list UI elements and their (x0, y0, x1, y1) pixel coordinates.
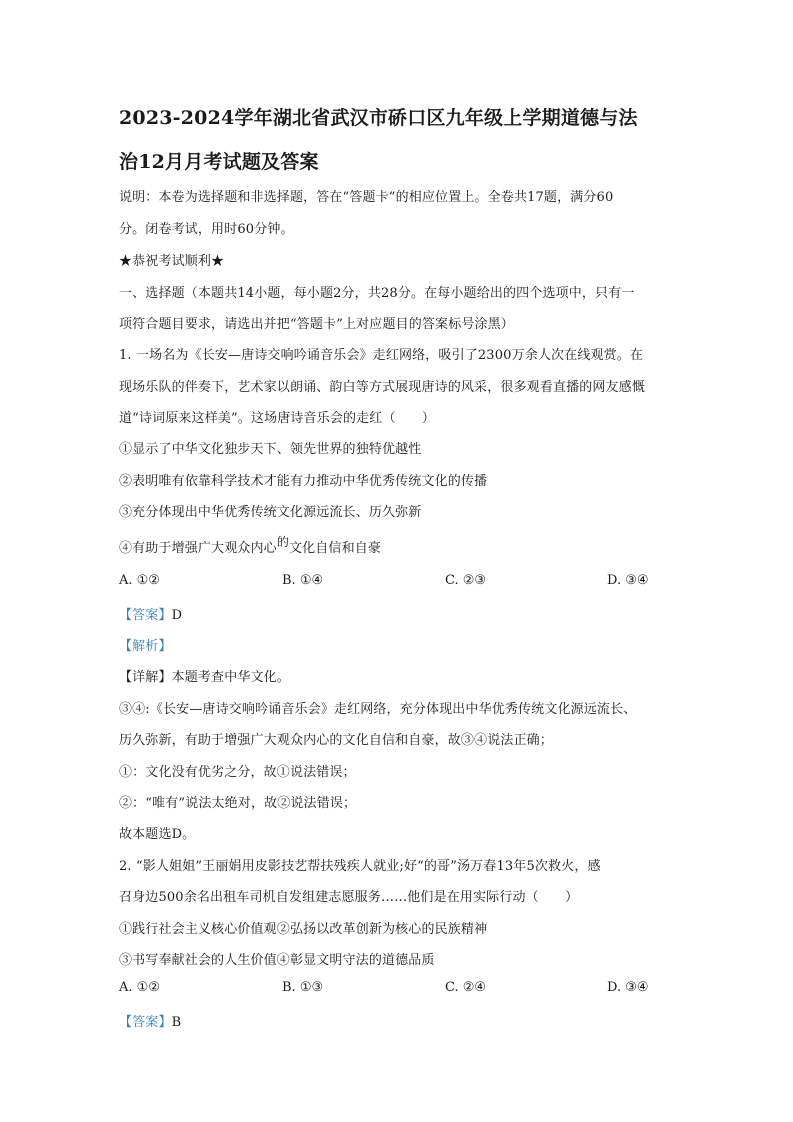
document-title (119, 96, 689, 184)
q1-statement-3: ③充分体现出中华优秀传统文化源远流长、历久弥新 (119, 505, 422, 520)
q1-explanation-line-4: ②：“唯有”说法太绝对，故②说法错误； (119, 796, 357, 811)
intro-line-2: 分。闭卷考试，用时60分钟。 (119, 222, 294, 237)
q1-explanation-line-3: ①：文化没有优劣之分，故①说法错误； (119, 765, 356, 780)
q1-stem-line-2: 现场乐队的伴奏下，艺术家以朗诵、韵白等方式展现唐诗的风采，很多观看直播的网友感慨 (119, 380, 646, 395)
detail-text: 本题考查中华文化。 (171, 670, 290, 685)
q1-explanation-line-1: ③④:《长安—唐诗交响吟诵音乐会》走红网络，充分体现出中华优秀传统文化源远流长、 (119, 702, 637, 717)
q1-stem-line-3: 道“诗词原来这样美”。这场唐诗音乐会的走红（ ） (119, 411, 436, 426)
q2-statements-3-4: ③书写奉献社会的人生价值④彰显文明守法的道德品质 (119, 953, 435, 968)
q2-statements-1-2: ①践行社会主义核心价值观②弘扬以改革创新为核心的民族精神 (119, 922, 488, 937)
section-heading-line-1: 一、选择题（本题共14小题，每小题2分，共28分。在每小题给出的四个选项中，只有一 (119, 286, 635, 301)
answer-tag: 【答案】 (119, 608, 172, 623)
answer-value: B (171, 1015, 182, 1030)
title-line-2: 治12月月考试题及答案 (119, 151, 319, 173)
good-luck-line: ★恭祝考试顺利★ (119, 254, 225, 269)
answer-value: D (171, 608, 183, 623)
analysis-tag: 【解析】 (119, 639, 172, 654)
q1-statement-4-part-b: 的 (276, 535, 289, 549)
section-heading-line-2: 项符合题目要求，请选出并把“答题卡”上对应题目的答案标号涂黑） (119, 317, 514, 332)
q1-option-b: B. ①④ (282, 573, 324, 588)
q1-stem-line-1: 1. 一场名为《长安—唐诗交响吟诵音乐会》走红网络，吸引了2300万余人次在线观赏。在 (119, 348, 644, 363)
q1-statement-2: ②表明唯有依靠科学技术才能有力推动中华优秀传统文化的传播 (119, 474, 488, 489)
q1-statement-1: ①显示了中华文化独步天下、领先世界的独特优越性 (119, 442, 422, 457)
detail-tag: 【详解】 (119, 670, 172, 685)
q2-stem-line-1: 2. “影人姐姐”王丽娟用皮影技艺帮扶残疾人就业;好“的哥”汤万春13年5次救火，感 (119, 859, 601, 874)
q2-option-c: C. ②④ (445, 980, 487, 995)
title-line-1: 2023-2024学年湖北省武汉市硚口区九年级上学期道德与法 (119, 107, 638, 129)
q1-option-c: C. ②③ (445, 573, 487, 588)
q1-answer (119, 604, 689, 623)
q2-option-d: D. ③④ (607, 980, 649, 995)
q2-stem-line-2: 召身边500余名出租车司机自发组建志愿服务……他们是在用实际行动（ ） (119, 890, 579, 905)
q2-option-a: A. ①② (119, 980, 160, 995)
q1-explanation-line-5: 故本题选D。 (119, 827, 196, 842)
q2-answer (119, 1011, 689, 1030)
q1-explanation-line-2: 历久弥新，有助于增强广大观众内心的文化自信和自豪，故③④说法正确； (119, 733, 553, 748)
q1-detail (119, 666, 689, 685)
q1-option-d: D. ③④ (607, 573, 649, 588)
answer-tag: 【答案】 (119, 1015, 172, 1030)
q1-statement-4-part-a: ④有助于增强广大观众内心 (119, 541, 277, 556)
q1-option-a: A. ①② (119, 573, 160, 588)
q1-statement-4-part-c: 文化自信和自豪 (288, 541, 382, 556)
q1-statement-4 (119, 537, 689, 556)
intro-line-1: 说明：本卷为选择题和非选择题，答在“答题卡”的相应位置上。全卷共17题，满分60 (119, 190, 614, 205)
q2-option-b: B. ①③ (282, 980, 324, 995)
